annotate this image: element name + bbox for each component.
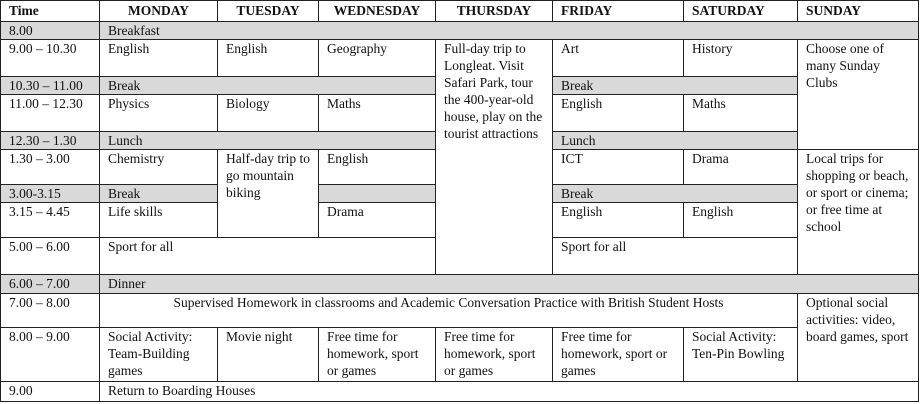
row-evening [1,327,919,381]
monday-session-3: Chemistry [100,149,218,184]
sunday-clubs: Choose one of many Sunday Clubs [798,40,919,149]
row-breakfast [1,22,919,40]
header-time: Time [1,1,100,22]
wednesday-session-3: English [319,149,436,184]
time-cell: 8.00 [1,22,100,40]
header-saturday: SATURDAY [684,1,798,22]
saturday-session-2: Maths [684,95,798,131]
header-monday: MONDAY [100,1,218,22]
header-sunday: SUNDAY [798,1,919,22]
break-cell-fri-sat: Break [553,185,798,203]
monday-session-1: English [100,40,218,76]
sunday-local-trips: Local trips for shopping or beach, or sport or cinema; or free time at school [798,149,919,275]
time-cell: 6.00 – 7.00 [1,275,100,293]
saturday-session-3: Drama [684,149,798,184]
time-cell: 7.00 – 8.00 [1,293,100,327]
time-cell: 3.15 – 4.45 [1,203,100,237]
wednesday-session-1: Geography [319,40,436,76]
dinner-cell: Dinner [100,275,919,293]
wednesday-evening: Free time for homework, sport or games [319,327,436,381]
row-session-1 [1,40,919,76]
friday-session-1: Art [553,40,684,76]
header-row [1,1,919,22]
sport-cell-fri-sat: Sport for all [553,237,798,274]
lunch-cell-fri-sat: Lunch [553,131,798,149]
tuesday-session-1: English [218,40,319,76]
wednesday-session-4: Drama [319,203,436,237]
sunday-social-activities: Optional social activities: video, board games, sport [798,293,919,381]
lunch-cell-mon-wed: Lunch [100,131,436,149]
tuesday-biking-trip: Half-day trip to go mountain biking [218,149,319,237]
time-cell: 8.00 – 9.00 [1,327,100,381]
thursday-longleat-trip: Full-day trip to Longleat. Visit Safari Park, tour the 400-year-old house, play on the tourist attractions [436,40,553,275]
sport-cell-mon-wed: Sport for all [100,237,436,274]
break-cell-mon-wed: Break [100,76,436,94]
header-thursday: THURSDAY [436,1,553,22]
header-friday: FRIDAY [553,1,684,22]
time-cell: 9.00 – 10.30 [1,40,100,76]
friday-session-3: ICT [553,149,684,184]
saturday-evening: Social Activity: Ten-Pin Bowling [684,327,798,381]
break-cell-wed [319,185,436,203]
return-cell: Return to Boarding Houses [100,381,919,401]
header-tuesday: TUESDAY [218,1,319,22]
time-cell: 12.30 – 1.30 [1,131,100,149]
row-dinner [1,275,919,293]
monday-evening: Social Activity: Team-Building games [100,327,218,381]
saturday-session-1: History [684,40,798,76]
tuesday-session-2: Biology [218,95,319,131]
homework-cell: Supervised Homework in classrooms and Academic Conversation Practice with British Student Hosts [100,293,798,327]
row-homework [1,293,919,327]
monday-session-2: Physics [100,95,218,131]
friday-evening: Free time for homework, sport or games [553,327,684,381]
time-cell: 9.00 [1,381,100,401]
row-return [1,381,919,401]
header-wednesday: WEDNESDAY [319,1,436,22]
breakfast-cell: Breakfast [100,22,919,40]
time-cell: 5.00 – 6.00 [1,237,100,274]
break-cell-mon: Break [100,185,218,203]
time-cell: 11.00 – 12.30 [1,95,100,131]
friday-session-4: English [553,203,684,237]
thursday-evening: Free time for homework, sport or games [436,327,553,381]
time-cell: 1.30 – 3.00 [1,149,100,184]
monday-session-4: Life skills [100,203,218,237]
break-cell-fri-sat: Break [553,76,798,94]
time-cell: 3.00-3.15 [1,185,100,203]
wednesday-session-2: Maths [319,95,436,131]
friday-session-2: English [553,95,684,131]
saturday-session-4: English [684,203,798,237]
tuesday-evening: Movie night [218,327,319,381]
time-cell: 10.30 – 11.00 [1,76,100,94]
